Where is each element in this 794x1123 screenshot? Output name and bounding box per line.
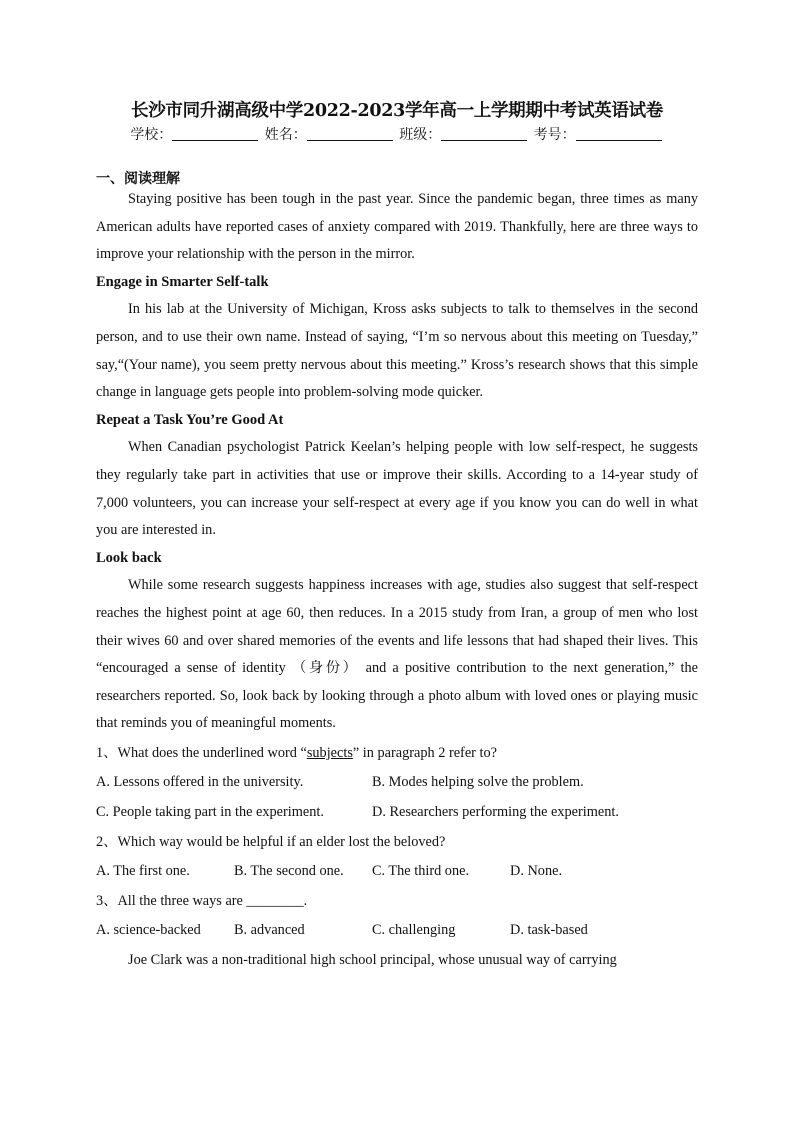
question-2-option-b[interactable]: B. The second one. [234,863,344,880]
passage-paragraph-2: When Canadian psychologist Patrick Keelan’s helping people with low self-respect, he suggests they regularly take part in activities that use or improve their skills. According to a 14-year study of 7,000 volunteers, you can increase your self-respect at every age if you know you can do well in what you are interested in. [96,439,698,539]
passage-heading-2: Repeat a Task You’re Good At [96,411,284,428]
question-3 [96,888,698,916]
exam-number-blank[interactable] [576,126,662,141]
question-3-options [96,917,698,945]
passage-paragraph-1: In his lab at the University of Michigan, Kross asks subjects to talk to themselves in the second person, and to use their own name. Instead of saying, “I’m so nervous about this meeting on Tuesday,” say,“(Your name), you seem pretty nervous about this meeting.” Kross’s research shows that this simple change in language gets people into problem-solving mode quicker. [96,301,698,401]
question-2-stem: Which way would be helpful if an elder lost the beloved? [117,833,446,850]
question-2-option-d[interactable]: D. None. [510,863,563,880]
question-3-option-d[interactable]: D. task-based [510,922,588,939]
name-label: 姓名： [264,127,307,143]
question-1-stem-before: What does the underlined word “ [117,744,307,761]
question-1-option-d[interactable]: D. Researchers performing the experiment. [372,804,619,821]
question-1-stem-after: ” in paragraph 2 refer to? [352,744,497,761]
exam-title: 长沙市同升湖高级中学2022-2023学年高一上学期期中考试英语试卷 [131,101,663,121]
passage-heading-1: Engage in Smarter Self-talk [96,273,269,290]
exam-number-label: 考号： [533,127,576,143]
question-3-option-b[interactable]: B. advanced [234,922,305,939]
passage-intro: Staying positive has been tough in the past year. Since the pandemic began, three times as many American adults have reported cases of anxiety compared with 2019. Thankfully, here are three ways to improve your relationship with the person in the mirror. [96,191,698,263]
question-3-number: 3、 [96,892,118,909]
question-1-option-a[interactable]: A. Lessons offered in the university. [96,774,304,791]
section-title: 一、阅读理解 [96,171,180,187]
passage-paragraph-3: While some research suggests happiness increases with age, studies also suggest that self-respect reaches the highest point at age 60, then reduces. In a 2015 study from Iran, a group of men who lost their wives 60 and over shared memories of the events and life lessons that had shaped their lives. This “encouraged a sense of identity （身份） and a positive contribution to the next generation,” the researchers reported. So, look back by looking through a photo album with loved ones or playing music that reminds you of meaningful moments. [96,577,698,732]
question-2-options [96,858,698,886]
question-3-option-c[interactable]: C. challenging [372,922,456,939]
question-1-option-b[interactable]: B. Modes helping solve the problem. [372,774,584,791]
question-1-option-c[interactable]: C. People taking part in the experiment. [96,804,324,821]
student-info-line [96,124,698,144]
question-2 [96,829,698,857]
question-1-number: 1、 [96,744,118,761]
question-1-options-row-1 [96,769,698,797]
question-3-stem: All the three ways are ________. [117,892,308,909]
question-1 [96,740,698,768]
question-1-underlined-word: subjects [306,744,353,761]
name-blank[interactable] [307,126,393,141]
question-3-option-a[interactable]: A. science-backed [96,922,201,939]
school-blank[interactable] [172,126,258,141]
question-1-options-row-2 [96,799,698,827]
class-label: 班级： [399,127,442,143]
question-2-number: 2、 [96,833,118,850]
school-label: 学校： [130,127,173,143]
passage-content [96,186,698,975]
question-2-option-a[interactable]: A. The first one. [96,863,190,880]
next-passage-start: Joe Clark was a non-traditional high school principal, whose unusual way of carrying [128,952,617,969]
passage-heading-3: Look back [96,549,162,566]
question-2-option-c[interactable]: C. The third one. [372,863,470,880]
class-blank[interactable] [441,126,527,141]
